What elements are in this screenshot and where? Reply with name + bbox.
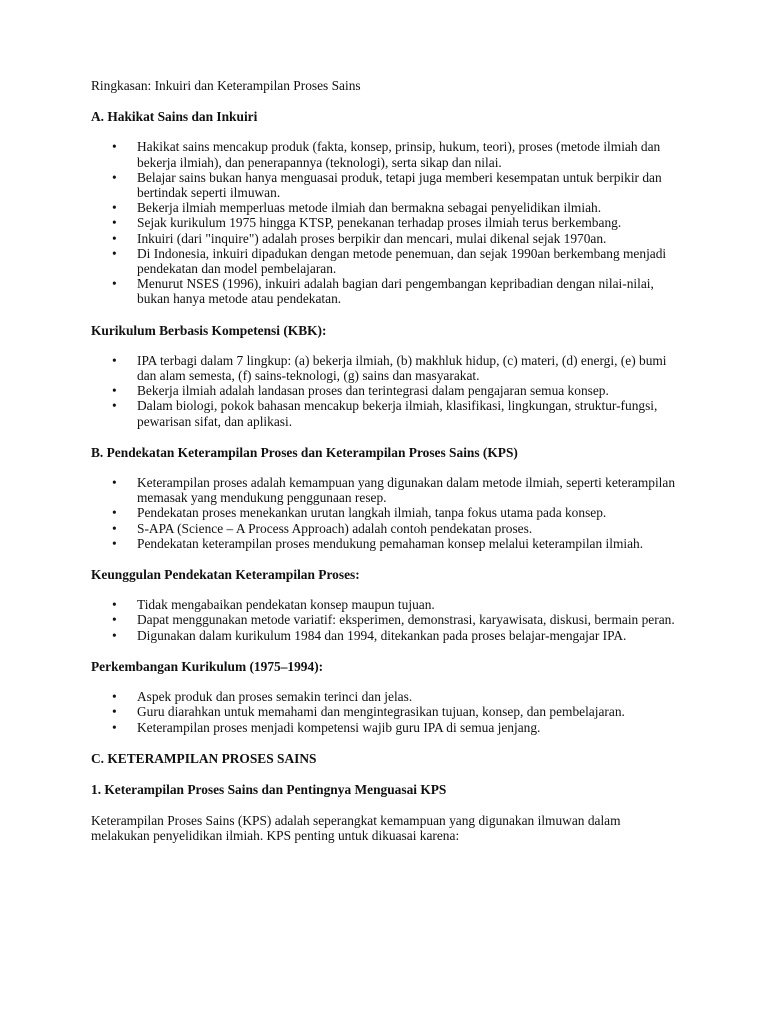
list-item: • Guru diarahkan untuk memahami dan mengintegrasikan tujuan, konsep, dan pembelajaran. <box>112 704 625 720</box>
bullet-icon: • <box>112 352 117 368</box>
list-item: • Tidak mengabaikan pendekatan konsep maupun tujuan. <box>112 597 435 613</box>
bullet-icon: • <box>112 383 117 399</box>
list-item: • Pendekatan keterampilan proses mendukung pemahaman konsep melalui keterampilan ilmiah. <box>112 535 644 551</box>
list-item: • Sejak kurikulum 1975 hingga KTSP, penekanan terhadap proses ilmiah terus berkembang. <box>112 215 622 231</box>
section-perkembangan-heading: Perkembangan Kurikulum (1975–1994): <box>91 658 324 674</box>
section-kbk-list <box>91 353 681 429</box>
section-a-heading: A. Hakikat Sains dan Inkuiri <box>91 109 258 125</box>
bullet-icon: • <box>112 597 117 613</box>
list-item: • Di Indonesia, inkuiri dipadukan dengan metode penemuan, dan sejak 1990an berkembang menjadi pendekatan dan model pembelajaran. <box>112 245 667 277</box>
list-item: • IPA terbagi dalam 7 lingkup: (a) bekerja ilmiah, (b) makhluk hidup, (c) materi, (d) energi, (e) bumi dan alam semesta, (f) sains-teknologi, (g) sains dan masyarakat. <box>112 352 667 384</box>
list-item: • Belajar sains bukan hanya menguasai produk, tetapi juga memberi kesempatan untuk berpikir dan bertindak seperti ilmuwan. <box>112 169 662 201</box>
bullet-icon: • <box>112 169 117 185</box>
list-item: • Pendekatan proses menekankan urutan langkah ilmiah, tanpa fokus utama pada konsep. <box>112 505 607 521</box>
list-item: • Hakikat sains mencakup produk (fakta, konsep, prinsip, hukum, teori), proses (metode ilmiah dan bekerja ilmiah), dan penerapannya (teknologi), serta sikap dan nilai. <box>112 139 661 170</box>
document-page <box>91 78 681 844</box>
list-item: • Aspek produk dan proses semakin terinci dan jelas. <box>112 689 413 705</box>
section-a-list <box>91 139 681 306</box>
bullet-icon: • <box>112 520 117 536</box>
section-b-list <box>91 475 681 551</box>
list-item: • Bekerja ilmiah memperluas metode ilmiah dan bermakna sebagai penyelidikan ilmiah. <box>112 200 602 216</box>
section-c-subheading: 1. Keterampilan Proses Sains dan Pentingnya Menguasai KPS <box>91 781 447 797</box>
section-c-heading: C. KETERAMPILAN PROSES SAINS <box>91 750 317 766</box>
list-item: • Keterampilan proses menjadi kompetensi wajib guru IPA di semua jenjang. <box>112 719 541 735</box>
section-c-paragraph: Keterampilan Proses Sains (KPS) adalah seperangkat kemampuan yang digunakan ilmuwan dalam melakukan penyelidikan ilmiah. KPS penting untuk dikuasai karena: <box>91 813 621 844</box>
list-item: • Keterampilan proses adalah kemampuan yang digunakan dalam metode ilmiah, seperti keterampilan memasak yang mendukung penggunaan resep. <box>112 475 676 506</box>
bullet-icon: • <box>112 230 117 246</box>
section-b-heading: B. Pendekatan Keterampilan Proses dan Keterampilan Proses Sains (KPS) <box>91 444 518 460</box>
list-item: • Bekerja ilmiah adalah landasan proses dan terintegrasi dalam pengajaran semua konsep. <box>112 383 609 399</box>
bullet-icon: • <box>112 505 117 521</box>
section-keunggulan-list <box>91 597 681 643</box>
document-title: Ringkasan: Inkuiri dan Keterampilan Proses Sains <box>91 78 361 93</box>
section-kbk-heading: Kurikulum Berbasis Kompetensi (KBK): <box>91 322 327 338</box>
bullet-icon: • <box>112 689 117 705</box>
bullet-icon: • <box>112 612 117 628</box>
list-item: • Digunakan dalam kurikulum 1984 dan 1994, ditekankan pada proses belajar-mengajar IPA. <box>112 627 627 643</box>
bullet-icon: • <box>112 475 117 491</box>
section-perkembangan-list <box>91 689 681 735</box>
list-item: • Menurut NSES (1996), inkuiri adalah bagian dari pengembangan kepribadian dengan nilai-nilai, bukan hanya metode atau pendekatan. <box>112 276 654 307</box>
bullet-icon: • <box>112 719 117 735</box>
bullet-icon: • <box>112 215 117 231</box>
bullet-icon: • <box>112 627 117 643</box>
bullet-icon: • <box>112 276 117 292</box>
bullet-icon: • <box>112 398 117 414</box>
list-item: • Dalam biologi, pokok bahasan mencakup bekerja ilmiah, klasifikasi, lingkungan, struktur-fungsi, pewarisan sifat, dan aplikasi. <box>112 398 658 429</box>
section-keunggulan-heading: Keunggulan Pendekatan Keterampilan Proses: <box>91 567 360 583</box>
list-item: • Dapat menggunakan metode variatif: eksperimen, demonstrasi, karyawisata, diskusi, bermain peran. <box>112 612 675 628</box>
list-item: • Inkuiri (dari "inquire") adalah proses berpikir dan mencari, mulai dikenal sejak 1970an. <box>112 230 607 246</box>
bullet-icon: • <box>112 535 117 551</box>
bullet-icon: • <box>112 704 117 720</box>
bullet-icon: • <box>112 200 117 216</box>
list-item: • S-APA (Science – A Process Approach) adalah contoh pendekatan proses. <box>112 520 533 536</box>
bullet-icon: • <box>112 139 117 155</box>
bullet-icon: • <box>112 245 117 261</box>
